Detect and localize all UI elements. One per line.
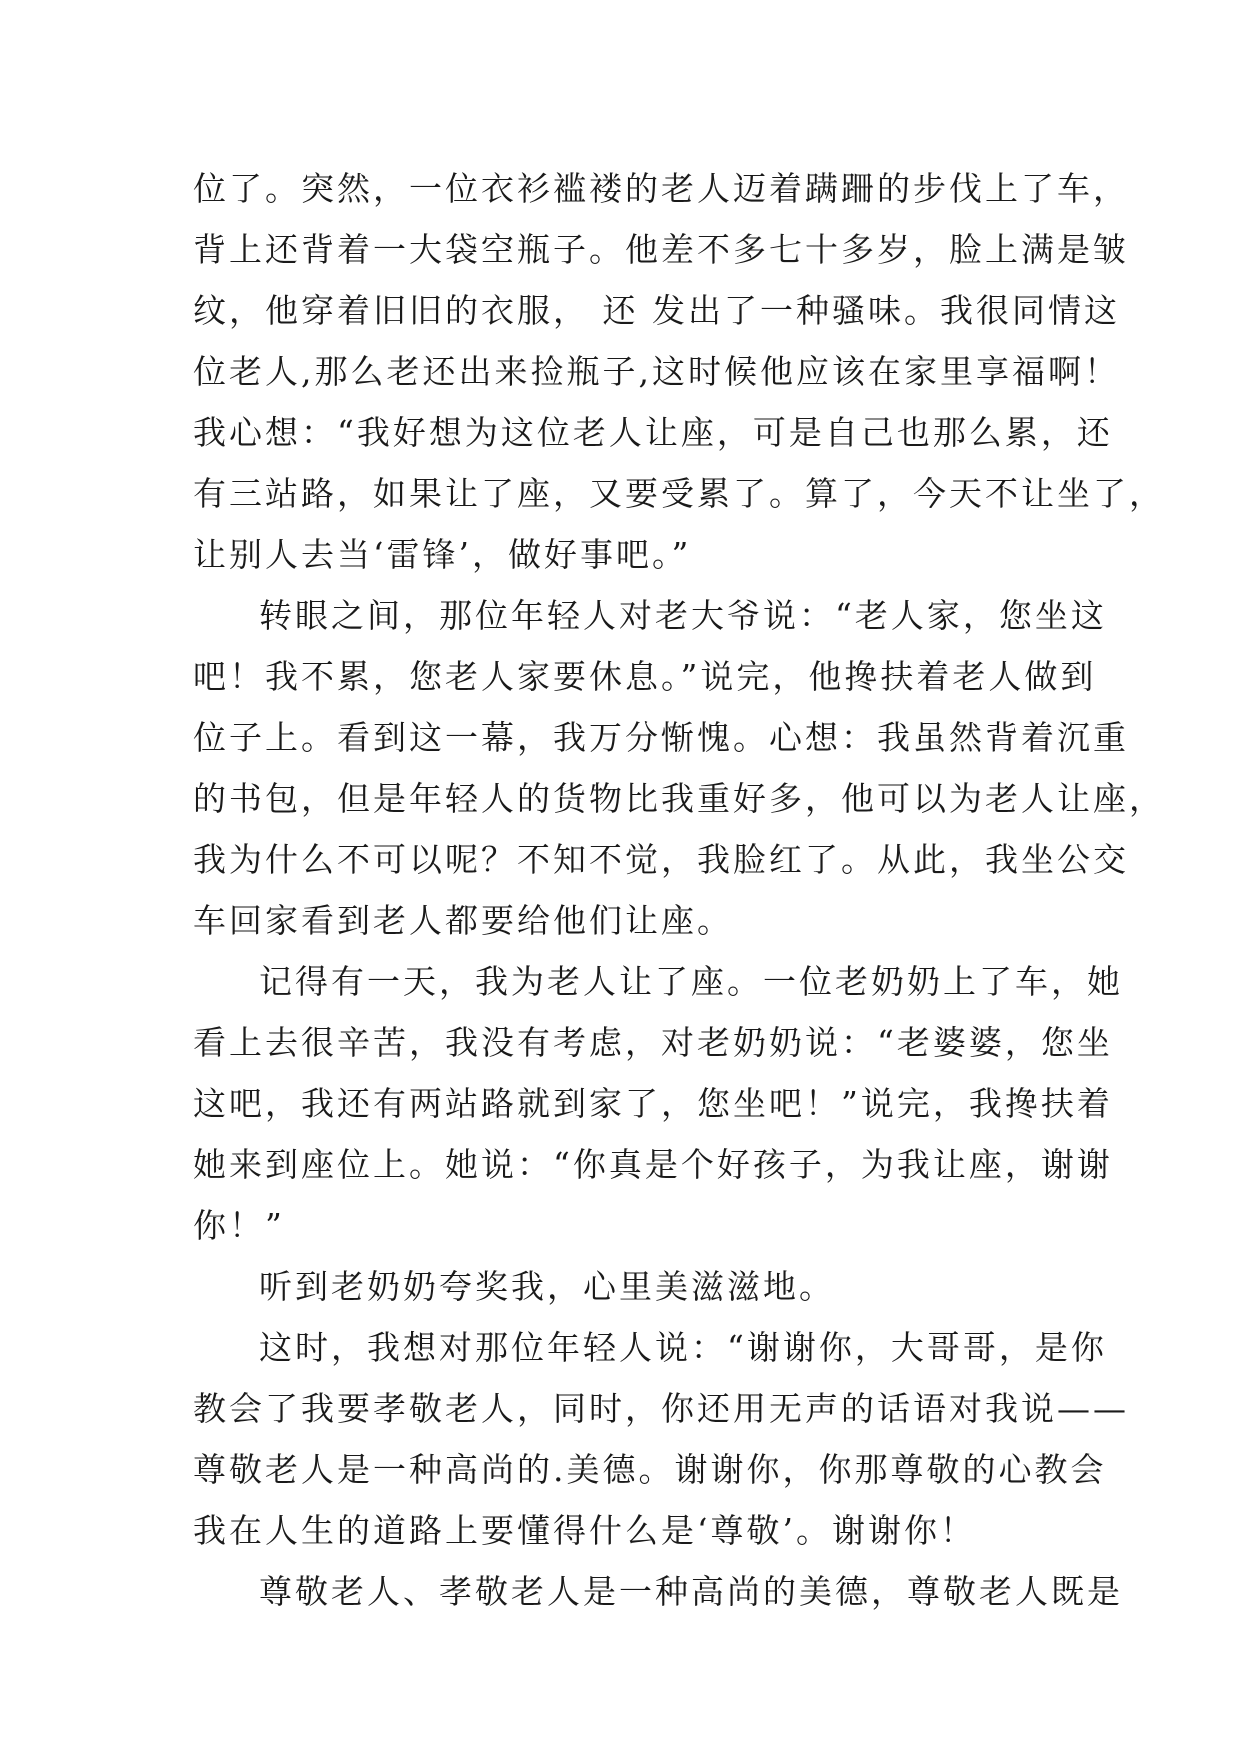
- body-text: [193, 158, 1165, 1622]
- text-line: 她来到座位上。她说：“你真是个好孩子，为我让座，谢谢: [193, 1145, 1113, 1184]
- text-line: 的书包，但是年轻人的货物比我重好多，他可以为老人让座，: [193, 779, 1165, 818]
- text-line: 这吧，我还有两站路就到家了，您坐吧！”说完，我搀扶着: [193, 1084, 1113, 1123]
- text-line: 位了。突然，一位衣衫褴褛的老人迈着蹒跚的步伐上了车，: [193, 169, 1129, 208]
- text-line: 尊敬老人、孝敬老人是一种高尚的美德，尊敬老人既是: [259, 1572, 1123, 1611]
- text-line: 纹，他穿着旧旧的衣服， 还 发出了一种骚味。我很同情这: [193, 291, 1120, 330]
- text-line: 看上去很辛苦，我没有考虑，对老奶奶说：“老婆婆，您坐: [193, 1023, 1113, 1062]
- text-line: 这时，我想对那位年轻人说：“谢谢你，大哥哥，是你: [259, 1328, 1107, 1367]
- text-line: 位老人,那么老还出来捡瓶子,这时候他应该在家里享福啊！: [193, 352, 1120, 391]
- text-line: 我为什么不可以呢？不知不觉，我脸红了。从此，我坐公交: [193, 840, 1129, 879]
- text-line: 我在人生的道路上要懂得什么是‘尊敬’。谢谢你！: [193, 1511, 976, 1550]
- text-line: 让别人去当‘雷锋’，做好事吧。”: [193, 535, 692, 574]
- text-line: 听到老奶奶夸奖我，心里美滋滋地。: [259, 1267, 835, 1306]
- text-line: 有三站路，如果让了座，又要受累了。算了，今天不让坐了，: [193, 474, 1165, 513]
- text-line: 我心想：“我好想为这位老人让座，可是自己也那么累，还: [193, 413, 1113, 452]
- text-line: 吧！我不累，您老人家要休息。”说完，他搀扶着老人做到: [193, 657, 1097, 696]
- text-line: 你！”: [193, 1206, 285, 1245]
- text-line: 尊敬老人是一种高尚的.美德。谢谢你，你那尊敬的心教会: [193, 1450, 1107, 1489]
- text-line: 车回家看到老人都要给他们让座。: [193, 901, 733, 940]
- text-line: 位子上。看到这一幕，我万分惭愧。心想：我虽然背着沉重: [193, 718, 1129, 757]
- text-line: 教会了我要孝敬老人，同时，你还用无声的话语对我说——: [193, 1389, 1129, 1428]
- text-line: 记得有一天，我为老人让了座。一位老奶奶上了车，她: [259, 962, 1123, 1001]
- text-line: 背上还背着一大袋空瓶子。他差不多七十多岁，脸上满是皱: [193, 230, 1129, 269]
- text-line: 转眼之间，那位年轻人对老大爷说：“老人家，您坐这: [259, 596, 1107, 635]
